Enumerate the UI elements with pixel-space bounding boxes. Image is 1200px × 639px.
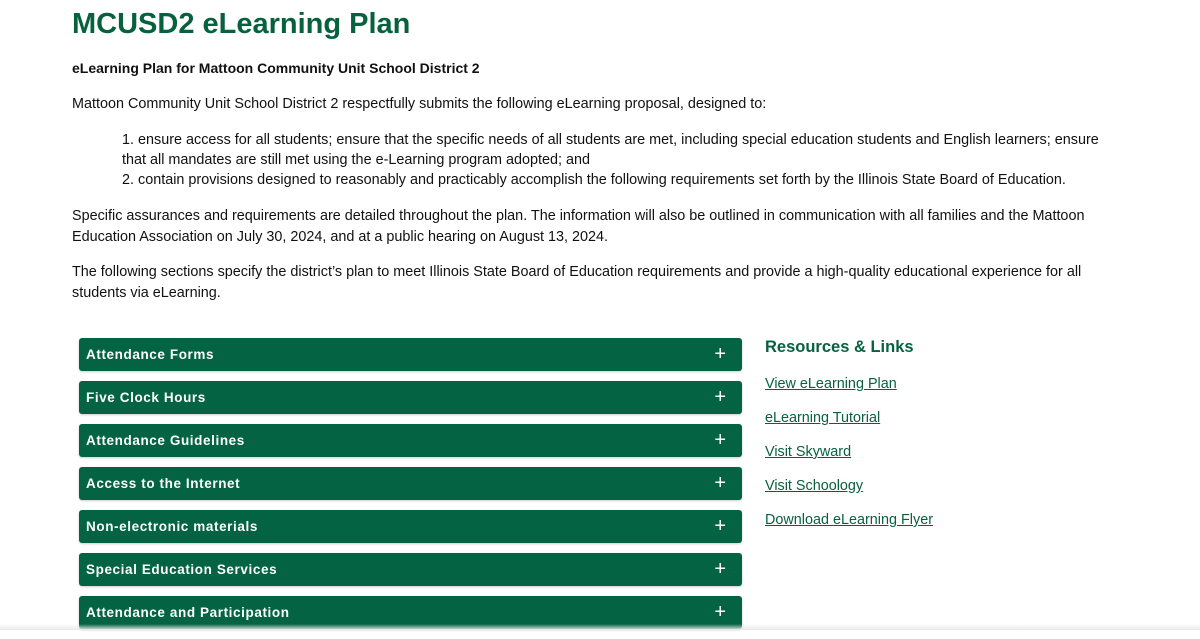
accordion-attendance-guidelines[interactable] bbox=[79, 424, 742, 457]
accordion-label: Attendance Forms bbox=[86, 347, 215, 362]
plus-icon: + bbox=[714, 515, 726, 537]
requirements-list bbox=[122, 130, 1112, 190]
resources-heading: Resources & Links bbox=[765, 338, 914, 356]
page-title: MCUSD2 eLearning Plan bbox=[72, 8, 411, 40]
link-schoology[interactable]: Visit Schoology bbox=[765, 478, 864, 494]
accordion-label: Attendance Guidelines bbox=[86, 433, 245, 448]
accordion-label: Access to the Internet bbox=[86, 476, 241, 491]
link-view-plan[interactable]: View eLearning Plan bbox=[765, 376, 897, 392]
resources-panel bbox=[765, 338, 933, 528]
plus-icon: + bbox=[714, 343, 726, 365]
link-skyward[interactable]: Visit Skyward bbox=[765, 444, 852, 460]
accordion-non-electronic[interactable] bbox=[79, 510, 742, 543]
accordion bbox=[79, 338, 742, 639]
bottom-shadow bbox=[0, 624, 1200, 630]
accordion-attendance-forms[interactable] bbox=[79, 338, 742, 371]
plus-icon: + bbox=[714, 386, 726, 408]
accordion-special-education[interactable] bbox=[79, 553, 742, 586]
accordion-five-clock-hours[interactable] bbox=[79, 381, 742, 414]
accordion-label: Attendance and Participation bbox=[86, 605, 290, 620]
plus-icon: + bbox=[714, 601, 726, 623]
accordion-label: Non-electronic materials bbox=[86, 519, 258, 534]
accordion-label: Five Clock Hours bbox=[86, 390, 206, 405]
list-item: 1. ensure access for all students; ensure that the specific needs of all students are met, including special education students and English learners; ensure that all mandates are still met using the e-Learning program adopted; and bbox=[122, 132, 1099, 168]
plus-icon: + bbox=[714, 558, 726, 580]
list-item: 2. contain provisions designed to reasonably and practicably accomplish the following requirements set forth by the Illinois State Board of Education. bbox=[122, 172, 1066, 188]
accordion-access-internet[interactable] bbox=[79, 467, 742, 500]
link-flyer[interactable]: Download eLearning Flyer bbox=[765, 512, 933, 528]
assurances-paragraph: Specific assurances and requirements are detailed throughout the plan. The information will also be outlined in communication with all families and the Mattoon Education Association on July 30, 2024, and at a public hearing on August 13, 2024. bbox=[72, 208, 1085, 245]
sections-paragraph: The following sections specify the district’s plan to meet Illinois State Board of Education requirements and provide a high-quality educational experience for all students via eLearning. bbox=[72, 264, 1082, 301]
plus-icon: + bbox=[714, 472, 726, 494]
link-tutorial[interactable]: eLearning Tutorial bbox=[765, 410, 881, 426]
accordion-label: Special Education Services bbox=[86, 562, 278, 577]
plus-icon: + bbox=[714, 429, 726, 451]
page-subtitle: eLearning Plan for Mattoon Community Unit School District 2 bbox=[72, 60, 480, 76]
intro-paragraph: Mattoon Community Unit School District 2 respectfully submits the following eLearning proposal, designed to: bbox=[72, 96, 767, 112]
